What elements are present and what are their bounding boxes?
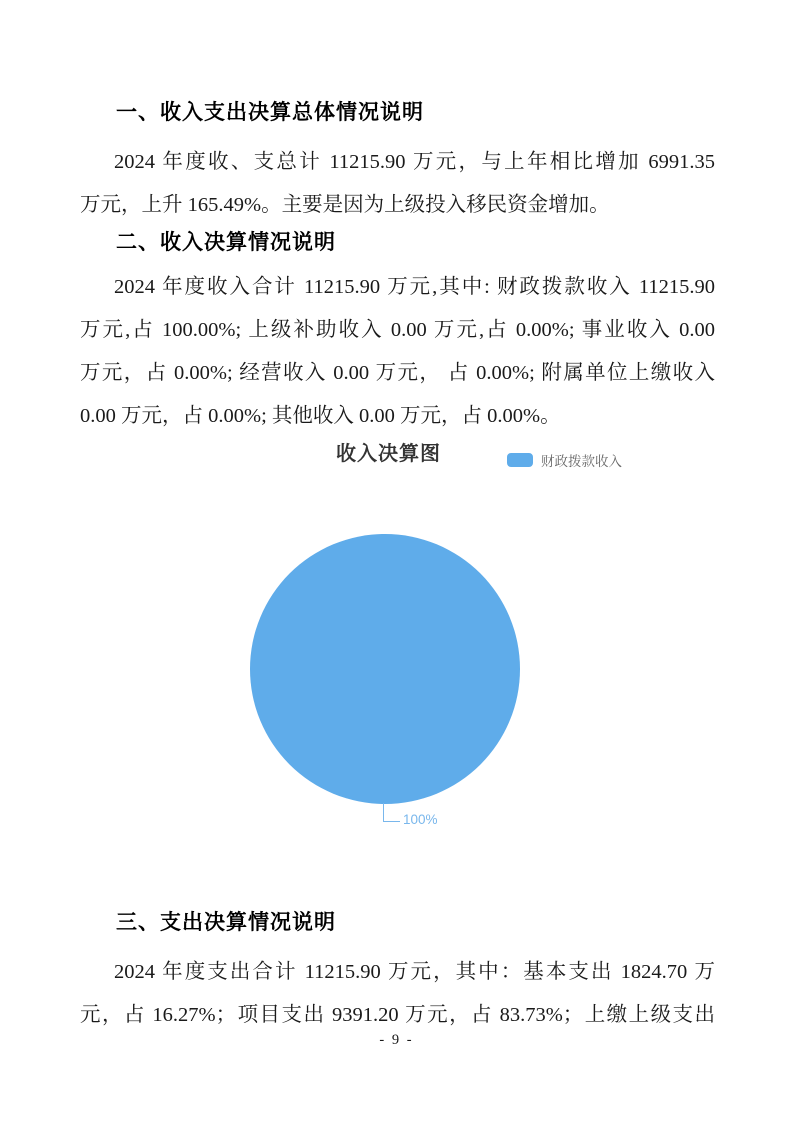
section-2-paragraph xyxy=(80,266,715,438)
paragraph-line: 万元，上升 165.49%。主要是因为上级投入移民资金增加。 xyxy=(80,194,610,216)
paragraph-line: 0.00 万元，占 0.00%; 其他收入 0.00 万元，占 0.00%。 xyxy=(80,405,561,427)
pie-label-leader-line xyxy=(383,803,400,822)
section-1-heading: 一、收入支出决算总体情况说明 xyxy=(116,101,424,124)
pie-slice-fiscal-appropriation xyxy=(250,534,520,804)
paragraph-line: 元，占 16.27%；项目支出 9391.20 万元，占 83.73%；上缴上级支出 xyxy=(80,1004,715,1026)
paragraph-line: 2024 年度支出合计 11215.90 万元，其中：基本支出 1824.70 万 xyxy=(114,961,715,983)
legend-swatch-icon xyxy=(507,453,533,467)
paragraph-line: 万元，占 0.00%; 经营收入 0.00 万元， 占 0.00%; 附属单位上缴收入 xyxy=(80,362,715,384)
pie-percentage-label: 100% xyxy=(403,812,438,827)
paragraph-line: 2024 年度收、支总计 11215.90 万元，与上年相比增加 6991.35 xyxy=(114,151,715,173)
paragraph-line: 2024 年度收入合计 11215.90 万元,其中: 财政拨款收入 11215.90 xyxy=(114,276,715,298)
legend-label: 财政拨款收入 xyxy=(541,454,622,469)
page-number: - 9 - xyxy=(379,1032,414,1048)
chart-legend xyxy=(507,450,622,470)
chart-title: 收入决算图 xyxy=(336,443,441,465)
section-3-paragraph xyxy=(80,951,715,1037)
paragraph-line: 万元,占 100.00%; 上级补助收入 0.00 万元,占 0.00%; 事业收入 0.00 xyxy=(80,319,715,341)
section-2-heading: 二、收入决算情况说明 xyxy=(116,231,336,254)
section-1-paragraph xyxy=(80,141,715,227)
section-3-heading: 三、支出决算情况说明 xyxy=(116,911,336,934)
